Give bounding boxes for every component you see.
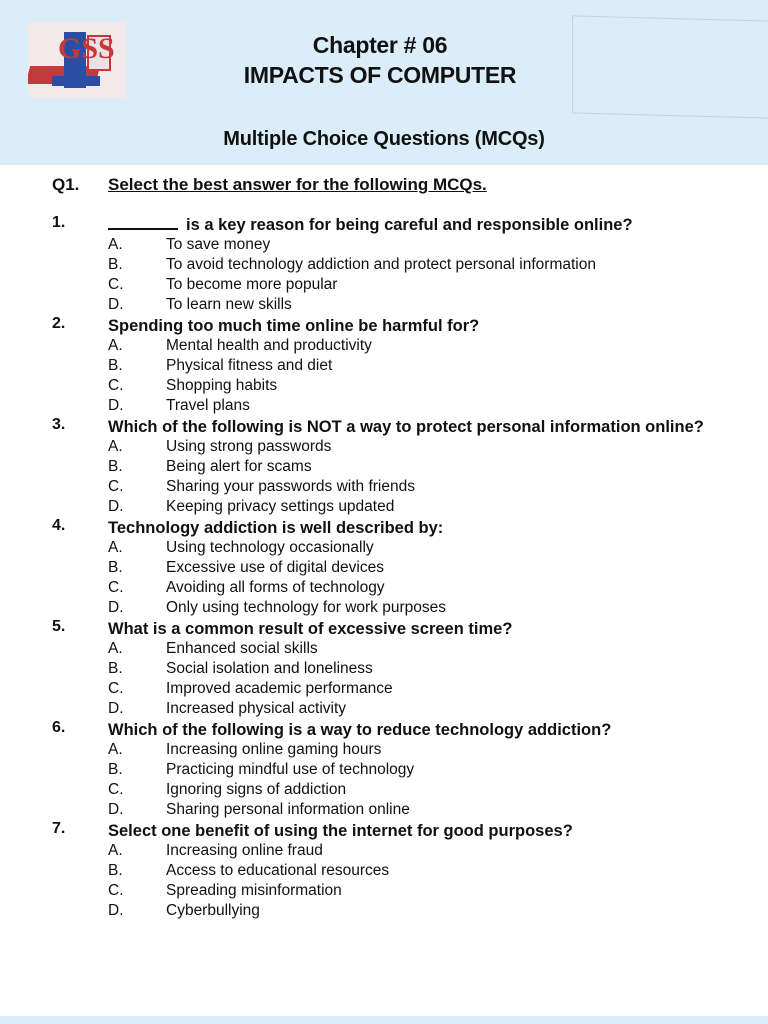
option-c	[0, 679, 768, 699]
section-title: Multiple Choice Questions (MCQs)	[223, 128, 545, 150]
option-text: Being alert for scams	[166, 458, 312, 475]
option-c	[0, 376, 768, 396]
footer-bar	[0, 1016, 768, 1024]
option-d	[0, 497, 768, 517]
question-text: Technology addiction is well described by:	[108, 519, 444, 537]
question-text	[108, 214, 712, 235]
option-text: Physical fitness and diet	[166, 357, 333, 374]
gss-logo-icon	[28, 22, 126, 98]
question-3	[0, 416, 768, 517]
option-text: Improved academic performance	[166, 680, 393, 697]
option-letter: C.	[108, 276, 124, 293]
option-letter: B.	[108, 862, 123, 879]
option-b	[0, 760, 768, 780]
option-b	[0, 659, 768, 679]
question-1	[0, 214, 768, 315]
question-4	[0, 517, 768, 618]
option-text: Avoiding all forms of technology	[166, 579, 385, 596]
option-text: Sharing your passwords with friends	[166, 478, 415, 495]
option-text: Increased physical activity	[166, 700, 347, 717]
option-text: Mental health and productivity	[166, 337, 372, 354]
option-a	[0, 336, 768, 356]
option-text: Ignoring signs of addiction	[166, 781, 347, 798]
option-text: Increasing online fraud	[166, 842, 323, 859]
option-c	[0, 881, 768, 901]
option-text: Using strong passwords	[166, 438, 332, 455]
question-text: Which of the following is a way to reduce technology addiction?	[108, 721, 612, 739]
option-text: Enhanced social skills	[166, 640, 318, 657]
option-letter: D.	[108, 902, 124, 919]
option-letter: D.	[108, 599, 124, 616]
answer-blank	[108, 215, 178, 230]
option-letter: A.	[108, 337, 123, 354]
option-text: Shopping habits	[166, 377, 278, 394]
option-letter: A.	[108, 640, 123, 657]
option-letter: C.	[108, 680, 124, 697]
option-d	[0, 295, 768, 315]
option-letter: B.	[108, 256, 123, 273]
option-text: Travel plans	[166, 397, 250, 414]
option-text: Increasing online gaming hours	[166, 741, 382, 758]
option-letter: A.	[108, 438, 123, 455]
option-a	[0, 538, 768, 558]
question-text: Which of the following is NOT a way to protect personal information online?	[108, 418, 704, 436]
option-text: To learn new skills	[166, 296, 292, 313]
question-number: 4.	[52, 517, 66, 534]
option-text: To save money	[166, 236, 271, 253]
option-letter: B.	[108, 357, 123, 374]
question-list	[0, 214, 768, 921]
option-b	[0, 457, 768, 477]
option-letter: D.	[108, 801, 124, 818]
question-number: 2.	[52, 315, 66, 332]
option-d	[0, 598, 768, 618]
option-letter: B.	[108, 458, 123, 475]
option-text: Keeping privacy settings updated	[166, 498, 395, 515]
option-a	[0, 740, 768, 760]
option-letter: B.	[108, 559, 123, 576]
option-a	[0, 437, 768, 457]
option-text: Sharing personal information online	[166, 801, 410, 818]
option-letter: C.	[108, 781, 124, 798]
option-d	[0, 396, 768, 416]
page-header	[0, 0, 768, 165]
chapter-number: Chapter # 06	[312, 32, 448, 58]
option-c	[0, 275, 768, 295]
option-b	[0, 861, 768, 881]
option-b	[0, 558, 768, 578]
option-text: To avoid technology addiction and protect personal information	[166, 256, 596, 273]
option-letter: D.	[108, 296, 124, 313]
option-letter: B.	[108, 660, 123, 677]
question-text: What is a common result of excessive screen time?	[108, 620, 513, 638]
school-logo	[28, 22, 126, 98]
option-c	[0, 477, 768, 497]
svg-text:GSS: GSS	[58, 32, 115, 65]
option-letter: D.	[108, 397, 124, 414]
option-a	[0, 235, 768, 255]
chapter-heading	[180, 30, 580, 90]
question-number: 6.	[52, 719, 66, 736]
option-letter: A.	[108, 236, 123, 253]
option-b	[0, 356, 768, 376]
question-7	[0, 820, 768, 921]
option-letter: C.	[108, 882, 124, 899]
option-text: Cyberbullying	[166, 902, 260, 919]
option-text: Social isolation and loneliness	[166, 660, 373, 677]
option-letter: C.	[108, 579, 124, 596]
option-letter: A.	[108, 741, 123, 758]
option-text: Using technology occasionally	[166, 539, 374, 556]
option-c	[0, 578, 768, 598]
option-text: To become more popular	[166, 276, 338, 293]
option-text: Access to educational resources	[166, 862, 390, 879]
option-a	[0, 841, 768, 861]
question-2	[0, 315, 768, 416]
option-letter: A.	[108, 539, 123, 556]
corner-frame	[572, 15, 768, 118]
option-text: Excessive use of digital devices	[166, 559, 384, 576]
question-text: Spending too much time online be harmful for?	[108, 317, 480, 335]
option-letter: C.	[108, 377, 124, 394]
question-text: Select one benefit of using the internet for good purposes?	[108, 822, 573, 840]
option-letter: D.	[108, 498, 124, 515]
question-5	[0, 618, 768, 719]
option-c	[0, 780, 768, 800]
option-a	[0, 639, 768, 659]
question-number: 5.	[52, 618, 66, 635]
option-text: Practicing mindful use of technology	[166, 761, 415, 778]
option-text: Spreading misinformation	[166, 882, 342, 899]
question-number: 1.	[52, 214, 66, 231]
section-instruction: Select the best answer for the following MCQs.	[108, 175, 487, 194]
section-label: Q1.	[52, 175, 80, 194]
option-text: Only using technology for work purposes	[166, 599, 447, 616]
option-letter: A.	[108, 842, 123, 859]
option-d	[0, 699, 768, 719]
option-letter: D.	[108, 700, 124, 717]
option-b	[0, 255, 768, 275]
option-d	[0, 901, 768, 921]
question-6	[0, 719, 768, 820]
chapter-title: IMPACTS OF COMPUTER	[243, 62, 517, 88]
option-letter: C.	[108, 478, 124, 495]
option-d	[0, 800, 768, 820]
question-text-content: is a key reason for being careful and responsible online?	[186, 216, 633, 234]
question-number: 7.	[52, 820, 66, 837]
question-number: 3.	[52, 416, 66, 433]
option-letter: B.	[108, 761, 123, 778]
